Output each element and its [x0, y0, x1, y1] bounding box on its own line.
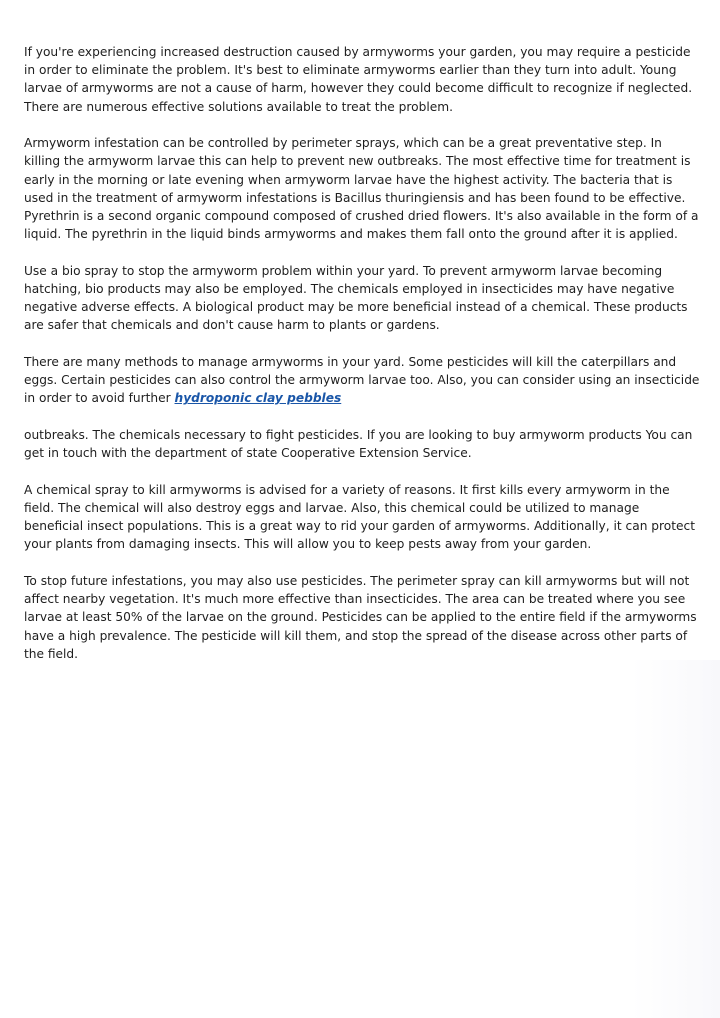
- paragraph-6: A chemical spray to kill armyworms is advised for a variety of reasons. It first kills every armyworm in the field. The chemical will also destroy eggs and larvae. Also, this chemical could be utilized to manage beneficial insect populations. This is a great way to rid your garden of armyworms. Additionally, it can protect your plants from damaging insects. This will allow you to keep pests away from your garden.: [24, 482, 695, 552]
- hydroponic-clay-pebbles-link[interactable]: hydroponic clay pebbles: [174, 391, 342, 406]
- paragraph-5: outbreaks. The chemicals necessary to fight pesticides. If you are looking to buy armyworm products You can get in touch with the department of state Cooperative Extension Service.: [24, 428, 693, 461]
- paragraph-4: [24, 353, 700, 408]
- paragraph-2: Armyworm infestation can be controlled by perimeter sprays, which can be a great preventative step. In killing the armyworm larvae this can help to prevent new outbreaks. The most effective time for treatment is early in the morning or late evening when armyworm larvae have the highest activity. The bacteria that is used in the treatment of armyworm infestations is Bacillus thuringiensis and has been found to be effective. Pyrethrin is a second organic compound composed of crushed dried flowers. It's also available in the form of a liquid. The pyrethrin in the liquid binds armyworms and makes them fall onto the ground after it is applied.: [24, 136, 699, 242]
- paragraph-3: Use a bio spray to stop the armyworm problem within your yard. To prevent armyworm larvae becoming hatching, bio products may also be employed. The chemicals employed in insecticides may have negative negative adverse effects. A biological product may be more beneficial instead of a chemical. These products are safer that chemicals and don't cause harm to plants or gardens.: [24, 263, 688, 333]
- paragraph-1: If you're experiencing increased destruction caused by armyworms your garden, you may require a pesticide in order to eliminate the problem. It's best to eliminate armyworms earlier than they turn into adult. Young larvae of armyworms are not a cause of harm, however they could become difficult to recognize if neglected. There are numerous effective solutions available to treat the problem.: [24, 45, 693, 114]
- paragraph-7: To stop future infestations, you may also use pesticides. The perimeter spray can kill armyworms but will not affect nearby vegetation. It's much more effective than insecticides. The area can be treated where you see larvae at least 50% of the larvae on the ground. Pesticides can be applied to the entire field if the armyworms have a high prevalence. The pesticide will kill them, and stop the spread of the disease across other parts of the field.: [24, 574, 697, 661]
- article-body: [24, 43, 700, 681]
- paragraph-4-text: There are many methods to manage armyworms in your yard. Some pesticides will kill the caterpillars and eggs. Certain pesticides can also control the armyworm larvae too. Also, you can consider using an insecticide in order to avoid further: [24, 355, 700, 406]
